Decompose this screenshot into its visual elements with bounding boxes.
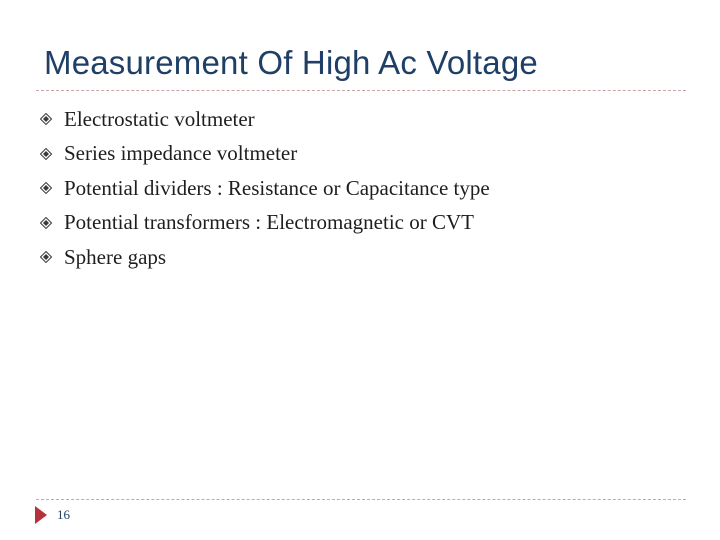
- bullet-text: Series impedance voltmeter: [64, 141, 298, 166]
- title-divider: [36, 90, 686, 91]
- bullet-text: Electrostatic voltmeter: [64, 106, 255, 131]
- footer-divider: [36, 499, 686, 500]
- list-item: [40, 137, 490, 172]
- list-item: [40, 102, 490, 137]
- slide-title: Measurement Of High Ac Voltage: [44, 44, 538, 81]
- diamond-bullet-icon: [40, 251, 64, 263]
- list-item: [40, 206, 490, 241]
- diamond-bullet-icon: [40, 113, 64, 125]
- triangle-arrow-icon: [35, 506, 47, 529]
- bullet-text: Sphere gaps: [64, 244, 167, 269]
- diamond-bullet-icon: [40, 217, 64, 229]
- list-item: [40, 240, 490, 275]
- bullet-text: Potential transformers : Electromagnetic or CVT: [64, 210, 474, 235]
- diamond-bullet-icon: [40, 182, 64, 194]
- diamond-bullet-icon: [40, 148, 64, 160]
- page-number: 16: [57, 507, 70, 522]
- bullet-list: [40, 102, 490, 275]
- list-item: [40, 171, 490, 206]
- bullet-text: Potential dividers : Resistance or Capacitance type: [64, 175, 490, 200]
